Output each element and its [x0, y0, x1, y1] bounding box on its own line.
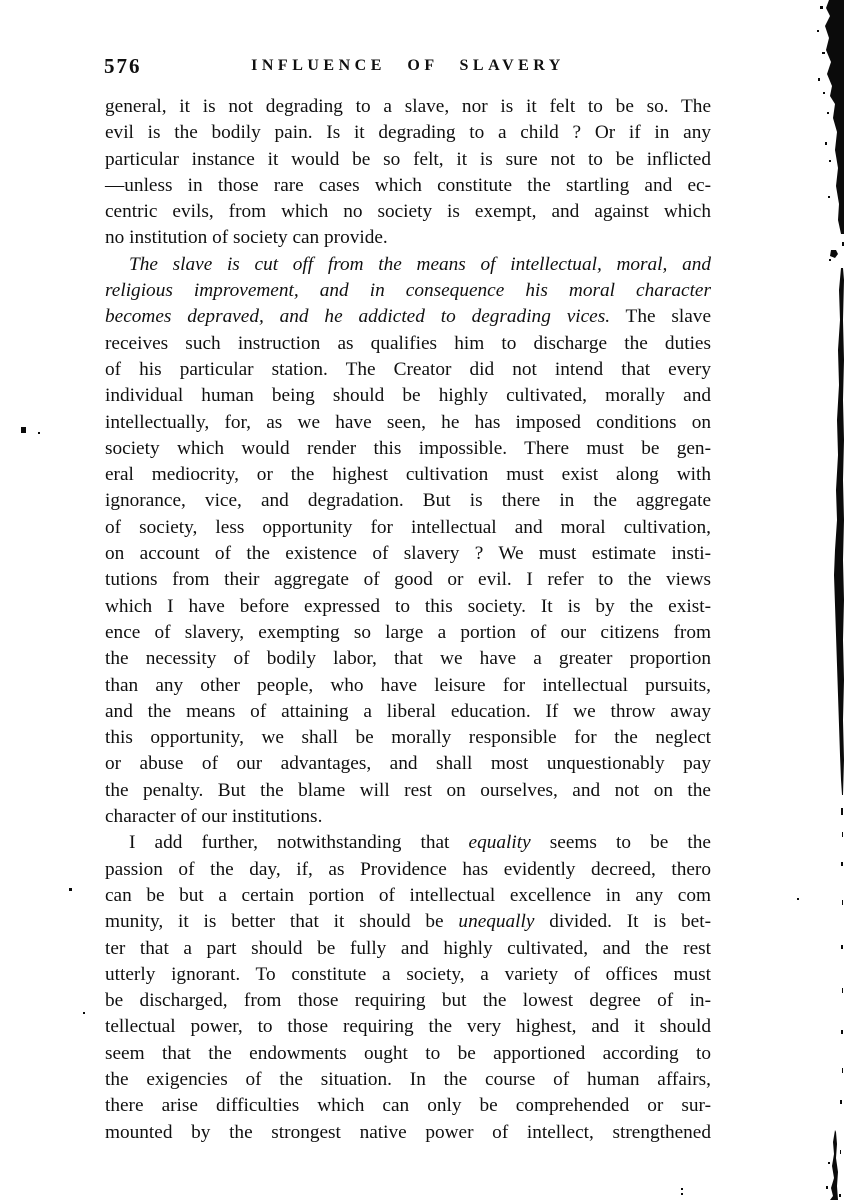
- text-line: [105, 909, 711, 935]
- text-segment: this opportunity, we shall be morally responsible for the neglect: [105, 727, 711, 749]
- text-line: [105, 383, 711, 409]
- text-line: [105, 173, 711, 199]
- text-line: [105, 541, 711, 567]
- italic-text-segment: religious improvement, and in consequence his moral character: [105, 280, 711, 302]
- text-segment: and the means of attaining a liberal education. If we throw away: [105, 700, 711, 722]
- text-line: [105, 751, 711, 777]
- text-segment: there arise difficulties which can only be comprehended or sur-: [105, 1095, 711, 1117]
- text-segment: tellectual power, to those requiring the very highest, and it should: [105, 1016, 711, 1038]
- text-line: [105, 1014, 711, 1040]
- text-line: [105, 331, 711, 357]
- text-line: [105, 225, 711, 251]
- text-line: [105, 199, 711, 225]
- text-line: [105, 830, 711, 856]
- text-line: [105, 857, 711, 883]
- scan-edge-mid-line: [834, 268, 844, 795]
- text-segment: can be but a certain portion of intellectual excellence in any com: [105, 884, 711, 906]
- text-segment: The slave: [610, 306, 711, 328]
- text-segment: seem that the endowments ought to be apportioned according to: [105, 1042, 711, 1064]
- text-segment: individual human being should be highly cultivated, morally and: [105, 385, 711, 407]
- text-segment: utterly ignorant. To constitute a society, a variety of offices must: [105, 963, 711, 985]
- text-segment: tutions from their aggregate of good or evil. I refer to the views: [105, 569, 711, 591]
- text-line: [105, 1067, 711, 1093]
- paragraph: [105, 252, 711, 831]
- text-segment: no institution of society can provide.: [105, 227, 388, 249]
- text-line: [105, 357, 711, 383]
- text-segment: be discharged, from those requiring but the lowest degree of in-: [105, 990, 711, 1012]
- text-line: [105, 804, 711, 830]
- text-line: [105, 515, 711, 541]
- text-line: [105, 699, 711, 725]
- text-segment: intellectually, for, as we have seen, he has imposed conditions on: [105, 411, 711, 433]
- text-segment: divided. It is bet-: [534, 911, 711, 933]
- text-line: [105, 436, 711, 462]
- text-segment: eral mediocrity, or the highest cultivation must exist along with: [105, 464, 711, 486]
- text-segment: munity, it is better that it should be: [105, 911, 459, 933]
- text-line: [105, 673, 711, 699]
- paragraph: [105, 94, 711, 252]
- text-segment: than any other people, who have leisure for intellectual pursuits,: [105, 674, 711, 696]
- text-line: [105, 147, 711, 173]
- text-segment: of society, less opportunity for intellectual and moral cultivation,: [105, 516, 711, 538]
- text-line: [105, 620, 711, 646]
- body-text: [105, 94, 711, 1146]
- text-segment: the penalty. But the blame will rest on ourselves, and not on the: [105, 779, 711, 801]
- text-line: [105, 883, 711, 909]
- text-segment: particular instance it would be so felt, it is sure not to be inflicted: [105, 148, 711, 170]
- italic-text-segment: unequally: [458, 911, 535, 933]
- text-segment: on account of the existence of slavery ? We must estimate insti-: [105, 543, 711, 565]
- text-line: [105, 725, 711, 751]
- text-segment: ter that a part should be fully and highly cultivated, and the rest: [105, 937, 711, 959]
- text-line: [105, 488, 711, 514]
- text-line: [105, 567, 711, 593]
- text-segment: or abuse of our advantages, and shall most unquestionably pay: [105, 753, 711, 775]
- text-line: [105, 94, 711, 120]
- text-segment: I add further, notwithstanding that: [129, 832, 469, 854]
- text-line: [105, 962, 711, 988]
- text-line: [105, 120, 711, 146]
- text-segment: which I have before expressed to this society. It is by the exist-: [105, 595, 711, 617]
- text-line: [105, 304, 711, 330]
- text-line: [105, 988, 711, 1014]
- text-segment: the exigencies of the situation. In the course of human affairs,: [105, 1068, 711, 1090]
- text-segment: receives such instruction as qualifies him to discharge the duties: [105, 332, 711, 354]
- text-line: [105, 1041, 711, 1067]
- text-line: [105, 594, 711, 620]
- italic-text-segment: The slave is cut off from the means of intellectual, moral, and: [129, 253, 711, 275]
- text-line: [105, 1093, 711, 1119]
- text-line: [105, 410, 711, 436]
- text-segment: passion of the day, if, as Providence has evidently decreed, thero: [105, 858, 711, 880]
- italic-text-segment: equality: [468, 832, 531, 854]
- text-line: [105, 936, 711, 962]
- italic-text-segment: becomes depraved, and he addicted to degrading vices.: [105, 306, 611, 328]
- running-head: INFLUENCE OF SLAVERY: [251, 57, 565, 74]
- text-line: [105, 778, 711, 804]
- paragraph: [105, 830, 711, 1146]
- text-line: [105, 278, 711, 304]
- text-segment: mounted by the strongest native power of intellect, strengthened: [105, 1121, 711, 1143]
- text-segment: centric evils, from which no society is exempt, and against which: [105, 201, 711, 223]
- text-segment: seems to be the: [530, 832, 711, 854]
- text-segment: character of our institutions.: [105, 806, 323, 828]
- text-line: [105, 1120, 711, 1146]
- scan-edge-top-band: [825, 0, 844, 234]
- text-segment: general, it is not degrading to a slave, nor is it felt to be so. The: [105, 96, 711, 117]
- text-segment: ignorance, vice, and degradation. But is there in the aggregate: [105, 490, 711, 512]
- scan-edge-bottom-band: [830, 1130, 838, 1200]
- text-segment: evil is the bodily pain. Is it degrading to a child ? Or if in any: [105, 122, 711, 144]
- page-number: 576: [104, 54, 142, 78]
- text-segment: of his particular station. The Creator did not intend that every: [105, 358, 711, 380]
- text-segment: —unless in those rare cases which constitute the startling and ec-: [105, 174, 711, 196]
- text-segment: ence of slavery, exempting so large a portion of our citizens from: [105, 621, 711, 643]
- text-line: [105, 252, 711, 278]
- text-line: [105, 462, 711, 488]
- text-line: [105, 646, 711, 672]
- text-segment: society which would render this impossible. There must be gen-: [105, 437, 711, 459]
- text-segment: the necessity of bodily labor, that we have a greater proportion: [105, 648, 711, 670]
